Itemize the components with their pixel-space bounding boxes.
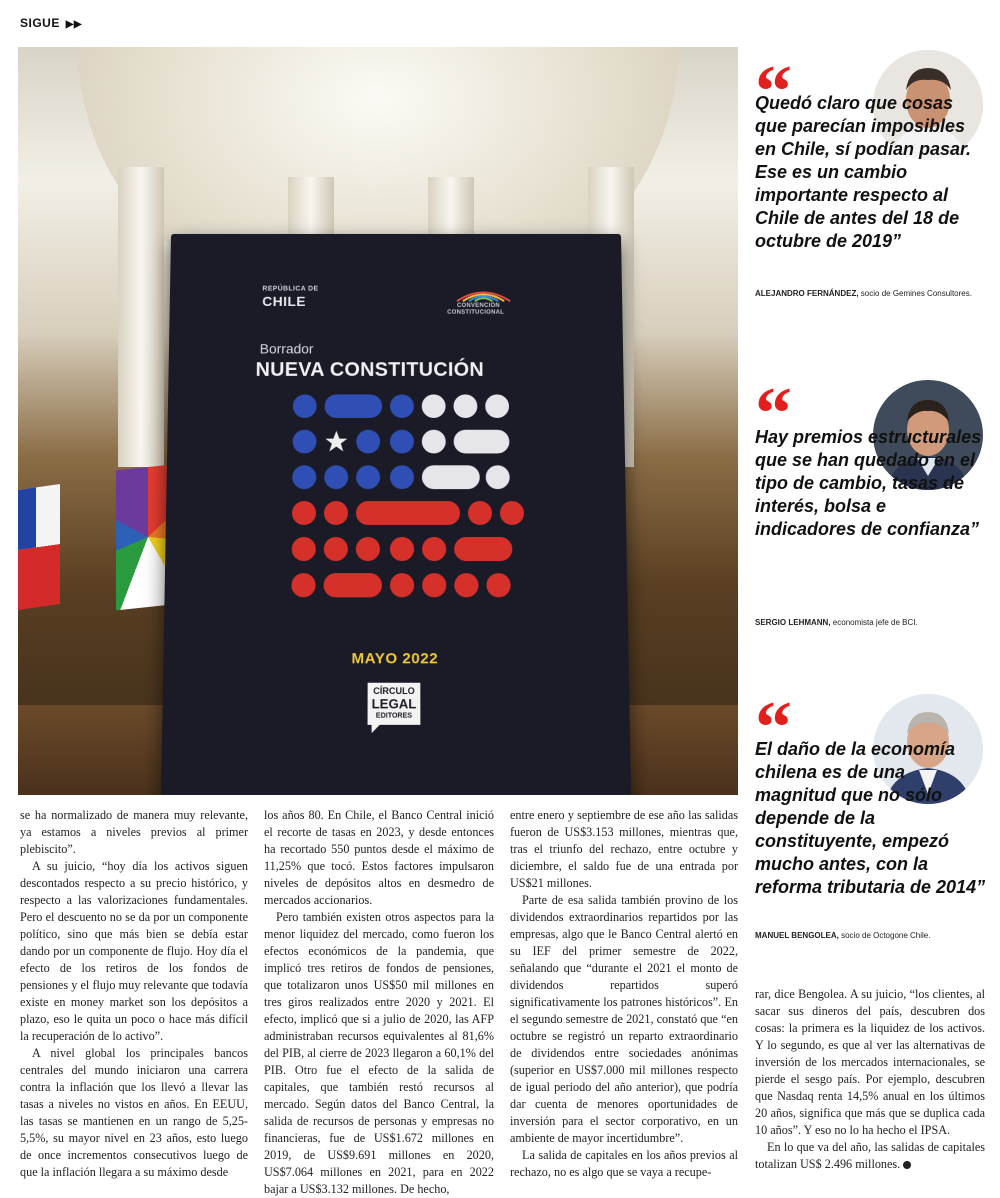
quote-mark-icon: “	[755, 373, 786, 455]
col4-last-paragraph	[755, 1139, 985, 1173]
publisher-line2: LEGAL	[371, 696, 417, 712]
quote-3	[755, 687, 987, 952]
quote-1-role: socio de Gemines Consultores.	[860, 289, 972, 298]
quote-1-attribution	[755, 288, 987, 299]
body-column-1	[20, 807, 248, 1181]
quote-2-attribution	[755, 617, 987, 628]
col4-paragraph: rar, dice Bengolea. A su juicio, “los clientes, al sacar sus dineros del país, descubren dos cosas: la primera es la liquidez de los activos. Y lo segundo, es que al ver las alternativas de inversión de los mercados internacionales, se pierde el sesgo país. Por ejemplo, descubren que Nasdaq renta 14,5% anual en los últimos 20 años, significa que más que se duplica cada 10 años”. Y eso no lo ha hecho el IPSA.	[755, 987, 985, 1137]
col3-paragraph: entre enero y septiembre de ese año las salidas fueron de US$3.153 millones, mientras que, tras el triunfo del rechazo, entre octubre y diciembre, el saldo fue de una entrada por US$21 millones.	[510, 808, 738, 890]
publisher-line3: EDITORES	[375, 712, 413, 720]
flag-dot-white	[422, 430, 446, 454]
flag-dot-red	[390, 573, 414, 597]
quote-mark-icon: “	[755, 687, 786, 769]
flag-dot-red	[468, 501, 492, 525]
publisher-logo	[368, 683, 421, 725]
flag-dot-red	[291, 573, 315, 597]
body-column-3	[510, 807, 738, 1181]
col1-paragraph: se ha normalizado de manera muy relevante, ya estamos a niveles previos al primer plebiscito”.	[20, 808, 248, 856]
book-title: NUEVA CONSTITUCIÓN	[255, 359, 485, 381]
quote-1-text: Quedó claro que cosas que parecían imposibles en Chile, sí podían pasar. Ese es un cambio importante respecto al Chile de antes del 18 de octubre de 2019”	[755, 93, 972, 251]
flag-dot-red	[422, 573, 446, 597]
flag-dot-red	[486, 573, 510, 597]
body-column-2	[264, 807, 494, 1198]
quote-3-name: MANUEL BENGOLEA,	[755, 931, 839, 940]
col1-paragraph: A su juicio, “hoy día los activos siguen descontados respecto a su precio histórico, y respecto a las valorizaciones fundamentales. Pero el descuento no se da por un componente político, sino que más bien se debía estar dando por un componente de flujo. Hoy día el efecto de los retiros de los fondos de pensiones y el flujo muy relevante que todavía existe en money market son los depósitos a plazo, eso le quita un poco o hace más difícil la recuperación de lo activo”.	[20, 859, 248, 1043]
flag-dot-white	[422, 465, 480, 489]
body-column-4	[755, 986, 985, 1173]
sigue-text: SIGUE	[20, 16, 60, 30]
quote-3-role: socio de Octogone Chile.	[841, 931, 931, 940]
quote-2-name: SERGIO LEHMANN,	[755, 618, 831, 627]
flag-dot-red	[292, 501, 316, 525]
col3-paragraph: La salida de capitales en los años previos al rechazo, no es algo que se vaya a recupe-	[510, 1148, 738, 1179]
flag-dot-red	[356, 501, 460, 525]
column-left	[118, 167, 164, 467]
quote-3-attribution	[755, 930, 987, 941]
sigue-arrows-icon: ▶▶	[65, 19, 83, 30]
flag-dot-red	[454, 537, 512, 561]
quote-2-role: economista jefe de BCI.	[832, 618, 918, 627]
flag-dot-red	[324, 573, 382, 597]
flag-dot-blue	[390, 394, 414, 418]
flag-dot-red	[454, 573, 478, 597]
quote-1-name: ALEJANDRO FERNÁNDEZ,	[755, 289, 859, 298]
main-photo	[18, 47, 738, 795]
flag-star-icon	[324, 430, 348, 454]
flag-dot-white	[453, 394, 477, 418]
flag-dot-white	[485, 394, 509, 418]
end-mark-icon: P	[903, 1161, 911, 1169]
convencion-logo-icon	[453, 286, 514, 303]
flag-dot-blue	[356, 465, 380, 489]
flag-dot-blue	[325, 394, 383, 418]
book-convencion-line1: CONVENCIÓN	[456, 303, 500, 309]
flag-dot-red	[292, 537, 316, 561]
quote-3-text: El daño de la economía chilena es de una magnitud que no sólo depende de la constituyente, empezó mucho antes, con la reforma tributaria de 2014”	[755, 739, 986, 897]
col4-paragraph-text: En lo que va del año, las salidas de capitales totalizan US$ 2.496 millones.	[755, 1140, 985, 1171]
book-convencion-line2: CONSTITUCIONAL	[447, 309, 505, 316]
chile-flag-icon	[18, 484, 60, 610]
book-date: MAYO 2022	[351, 650, 439, 668]
book-republica-big: CHILE	[262, 293, 307, 309]
quote-2-text: Hay premios estructurales que se han quedado en el tipo de cambio, tasas de interés, bolsa e indicadores de confianza”	[755, 427, 982, 539]
quote-1	[755, 50, 987, 320]
quote-2	[755, 373, 987, 638]
col1-paragraph: A nivel global los principales bancos centrales del mundo iniciaron una carrera contra la inflación que los llevó a llevar las tasas a niveles no vistos en años. En EEUU, las tasas se mantienen en un rango de 5,25-5,5%, su mayor nivel en 23 años, esto luego de once incrementos consecutivos luego de que la inflación llegara a su máximo desde	[20, 1046, 248, 1179]
col2-paragraph: Pero también existen otros aspectos para la menor liquidez del mercado, como fueron los efectos económicos de la pandemia, que implicó tres retiros de fondos de pensiones, que totalizaron unos US$50 mil millones en tres giros realizados entre 2020 y 2021. El efecto, implicó que si a julio de 2020, las AFP administraban recursos equivalentes al 81,6% del PIB, al cierre de 2023 llegaron a 60,1% del PIB. Otro fue el efecto de la salida de capitales, que también restó recursos al mercado. Según datos del Banco Central, la salida de recursos de personas y empresas no financieras, fue de US$1.672 millones en 2019, de US$9.691 millones en 2020, US$7.064 millones en 2021, para en 2022 bajar a US$3.132 millones. De hecho,	[264, 910, 494, 1196]
flag-dot-red	[324, 501, 348, 525]
flag-dot-red	[390, 537, 414, 561]
flag-dot-white	[454, 430, 510, 454]
flag-dot-red	[500, 501, 524, 525]
sigue-label	[20, 16, 82, 30]
flag-dot-white	[486, 465, 510, 489]
publisher-line1: CÍRCULO	[373, 685, 415, 697]
quote-mark-icon: “	[755, 51, 786, 133]
col2-paragraph: los años 80. En Chile, el Banco Central inició el recorte de tasas en 2023, y desde entonces ha recortado 550 puntos desde el máximo de 11,25% que tocó. Estos factores impulsaron niveles de depósitos altos en desmedro de mercados accionarios.	[264, 808, 494, 907]
flag-dot-red	[422, 537, 446, 561]
flag-dot-red	[356, 537, 380, 561]
flag-dot-blue	[293, 394, 317, 418]
book-borrador: Borrador	[259, 340, 314, 357]
book-republica-small: REPÚBLICA DE	[262, 285, 319, 293]
flag-dot-blue	[356, 430, 380, 454]
flag-dot-white	[422, 394, 446, 418]
flag-dot-blue	[292, 430, 316, 454]
flag-dot-blue	[324, 465, 348, 489]
flag-dot-blue	[292, 465, 316, 489]
flag-dot-blue	[390, 465, 414, 489]
flag-dot-red	[324, 537, 348, 561]
constitution-book	[161, 234, 632, 795]
flag-dot-blue	[390, 430, 414, 454]
col3-paragraph: Parte de esa salida también provino de los dividendos extraordinarios repartidos por las empresas, algo que le Banco Central alertó en su IEF del primer semestre de 2022, señalando que “durante el 2021 el monto de dividendos repartidos superó significativamente los patrones históricos”. En el segundo semestre de 2021, constató que “en octubre se registró un reparto extraordinario de dividendos entre sociedades anónimas (superior en US$7.000 mil millones respecto de igual periodo del año anterior), que podría dar cuenta de menores oportunidades de inversión para el sector corporativo, en un ambiente de mayor incertidumbre”.	[510, 893, 738, 1145]
